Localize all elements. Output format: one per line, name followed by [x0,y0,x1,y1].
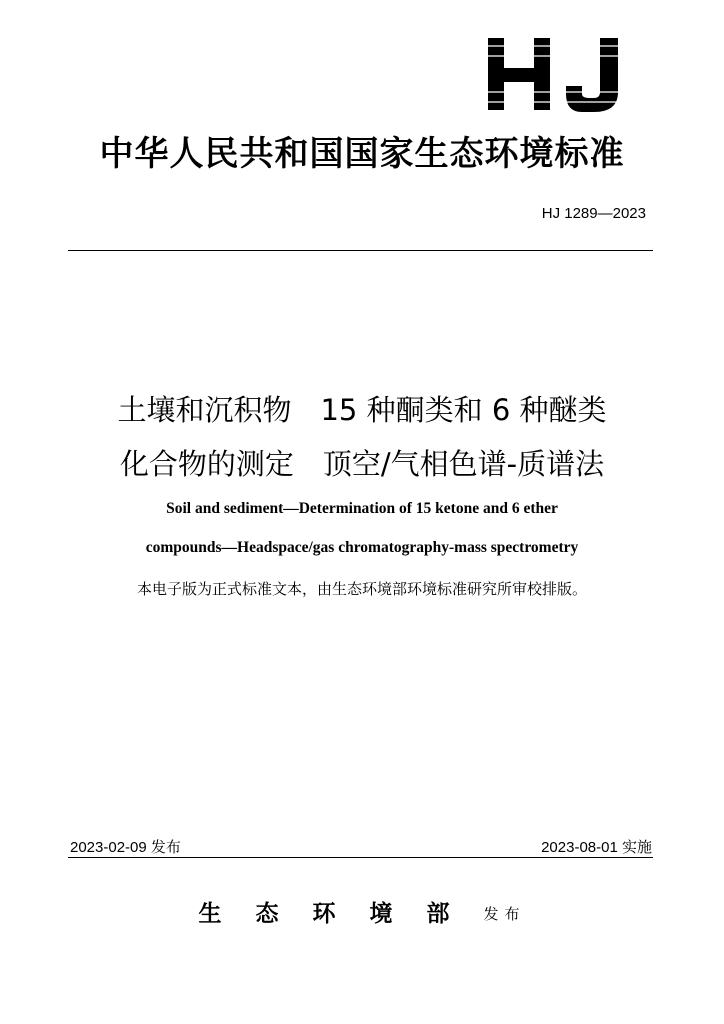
top-divider [68,250,653,251]
publisher-line [0,895,724,928]
chinese-title-line-2: 化合物的测定 顶空/气相色谱-质谱法 [119,447,605,481]
electronic-edition-note: 本电子版为正式标准文本，由生态环境部环境标准研究所审校排版。 [136,580,587,598]
publisher-suffix: 发布 [483,905,526,923]
hj-logo [482,34,634,114]
issue-date: 2023-02-09 发布 [70,839,181,856]
standard-code: HJ 1289—2023 [541,205,646,222]
organization-title: 中华人民共和国国家生态环境标准 [99,134,625,174]
english-title-line-1: Soil and sediment—Determination of 15 ketone and 6 ether [166,500,558,517]
english-title-line-2: compounds—Headspace/gas chromatography-mass spectrometry [145,539,579,556]
implementation-date: 2023-08-01 实施 [541,839,652,856]
chinese-title-line-1: 土壤和沉积物 15 种酮类和 6 种醚类 [117,393,607,427]
bottom-divider [68,857,653,858]
publisher-name: 生态环境部 [198,900,484,927]
